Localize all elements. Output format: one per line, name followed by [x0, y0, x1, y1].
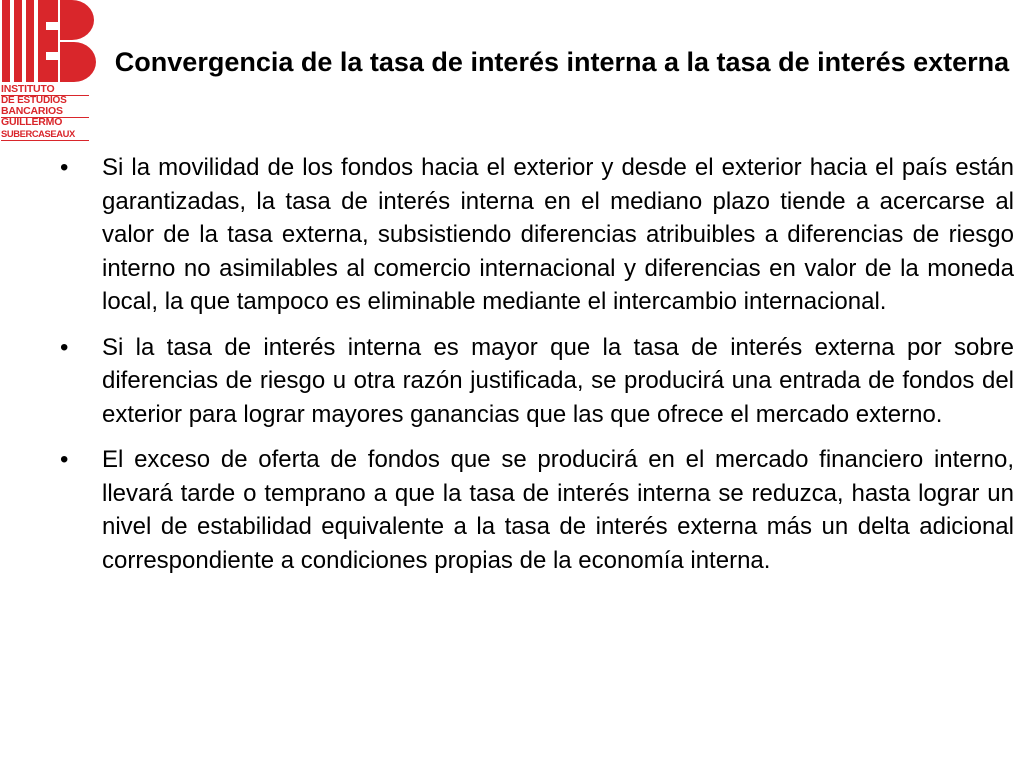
bullet-item-2	[60, 331, 1014, 432]
logo-rule-3	[1, 140, 89, 141]
slide-body	[60, 151, 1014, 589]
bullet-marker: •	[60, 446, 69, 473]
logo-text-line-4: GUILLERMO	[1, 116, 63, 128]
logo-text-line-1: INSTITUTO	[1, 83, 55, 95]
bullet-list	[60, 151, 1014, 577]
bullet-item-3	[60, 443, 1014, 577]
slide-title: Convergencia de la tasa de interés interna a la tasa de interés externa	[114, 47, 1010, 77]
institute-logo	[0, 0, 100, 148]
logo-text-line-2: DE ESTUDIOS	[1, 95, 67, 106]
bullet-text-3: El exceso de oferta de fondos que se producirá en el mercado financiero interno, llevará tarde o temprano a que la tasa de interés interna se reduzca, hasta lograr un nivel de estabilidad equivalente a la tasa de interés externa más un delta adicional correspondiente a condiciones propias de la economía interna.	[102, 446, 1014, 574]
ieb-logo-mark	[2, 0, 98, 82]
bullet-item-1	[60, 151, 1014, 319]
bullet-text-2: Si la tasa de interés interna es mayor que la tasa de interés externa por sobre diferencias de riesgo u otra razón justificada, se producirá una entrada de fondos del exterior para lograr mayores ganancias que las que ofrece el mercado externo.	[102, 333, 1014, 428]
bullet-marker: •	[60, 333, 69, 361]
bullet-text-1: Si la movilidad de los fondos hacia el exterior y desde el exterior hacia el país están garantizadas, la tasa de interés interna en el mediano plazo tiende a acercarse al valor de la tasa externa, subsistiendo diferencias atribuibles a diferencias de riesgo interno no asimilables al comercio internacional y diferencias en valor de la moneda local, la que tampoco es eliminable mediante el intercambio internacional.	[102, 154, 1014, 315]
logo-text-line-5: SUBERCASEAUX	[1, 128, 75, 139]
logo-text-line-3: BANCARIOS	[1, 105, 63, 117]
bullet-marker: •	[60, 154, 69, 181]
